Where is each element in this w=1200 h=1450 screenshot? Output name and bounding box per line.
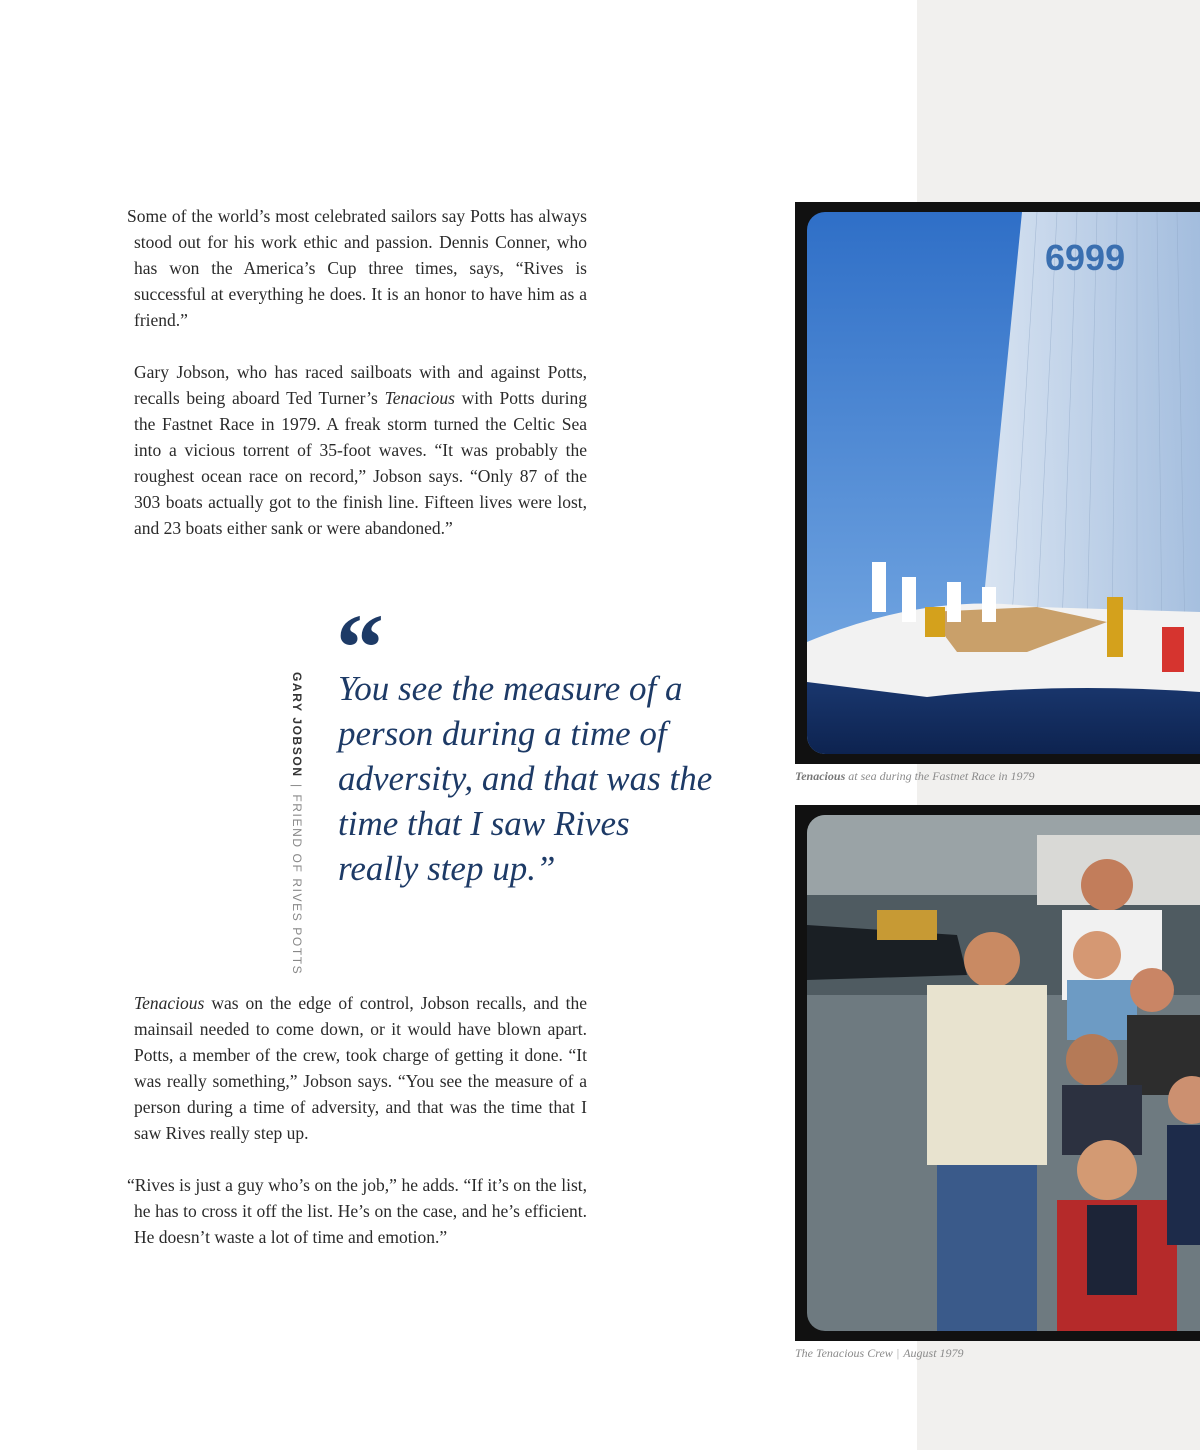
paragraph-text: was on the edge of control, Jobson recalls, and the mainsail needed to come down, or it would have blown apart. Potts, a member of the crew, took charge of getting it done. “It was really something,” Jobson says. “You see the measure of a person during a time of adversity, and that was the time that I saw Rives really step up. bbox=[134, 993, 587, 1143]
caption-separator: | bbox=[896, 1346, 900, 1360]
quote-mark-icon: “ bbox=[336, 594, 384, 701]
sail-number: 6999 bbox=[1045, 237, 1126, 278]
crew-photo bbox=[795, 805, 1200, 1341]
caption-text: The Tenacious Crew bbox=[795, 1346, 893, 1360]
attribution-role: FRIEND OF RIVES POTTS bbox=[290, 794, 304, 976]
crew-photo-caption bbox=[795, 1346, 964, 1361]
pull-quote-attribution bbox=[290, 672, 304, 975]
sailboat-photo-image bbox=[807, 212, 1200, 754]
crew-photo-image bbox=[807, 815, 1200, 1331]
attribution-name: GARY JOBSON bbox=[290, 672, 304, 778]
boat-name: Tenacious bbox=[134, 993, 205, 1013]
article-paragraph-3 bbox=[134, 990, 587, 1146]
article-paragraph-1: Some of the world’s most celebrated sailors say Potts has always stood out for his work ethic and passion. Dennis Conner, who has won the America’s Cup three times, says, “Rives is successful at everything he does. It is an honor to have him as a friend.” bbox=[127, 206, 587, 330]
article-paragraph-2 bbox=[134, 359, 587, 541]
sailboat-photo bbox=[795, 202, 1200, 764]
caption-date: August 1979 bbox=[903, 1346, 964, 1360]
attribution-separator: | bbox=[290, 783, 304, 789]
caption-text: at sea during the Fastnet Race in 1979 bbox=[845, 769, 1035, 783]
article-paragraph-4: “Rives is just a guy who’s on the job,” he adds. “If it’s on the list, he has to cross it off the list. He’s on the case, and he’s efficient. He doesn’t waste a lot of time and emotion.” bbox=[127, 1175, 587, 1247]
sailboat-photo-caption bbox=[795, 769, 1035, 784]
pull-quote: You see the measure of a person during a time of adversity, and that was the time that I saw Rives really step up.” bbox=[338, 669, 713, 888]
paragraph-text: with Potts during the Fastnet Race in 1979. A freak storm turned the Celtic Sea into a vicious torrent of 35-foot waves. “It was probably the roughest ocean race on record,” Jobson says. “Only 87 of the 303 boats actually got to the finish line. Fifteen lives were lost, and 23 boats either sank or were abandoned.” bbox=[134, 388, 587, 538]
caption-boat-name: Tenacious bbox=[795, 769, 846, 783]
boat-name: Tenacious bbox=[384, 388, 455, 408]
paragraph-text: Gary Jobson, who has raced sailboats with and against Potts, recalls being aboard Ted Turner’s bbox=[134, 362, 587, 408]
